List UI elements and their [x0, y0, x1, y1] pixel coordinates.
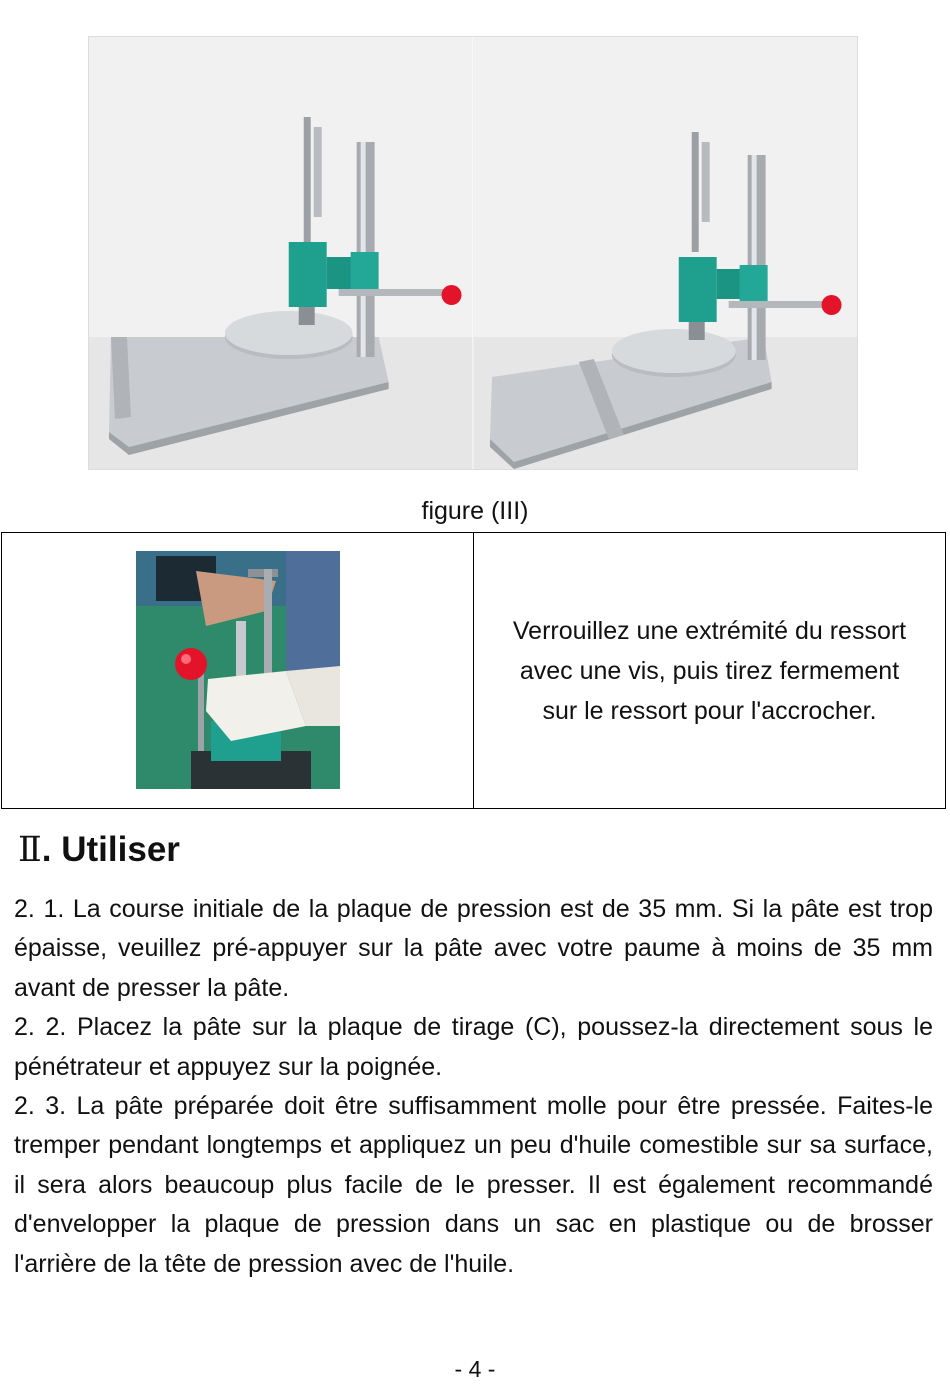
page-number: - 4 - — [454, 1356, 496, 1382]
instruction-text-cell — [474, 533, 945, 808]
section-title-text: . Utiliser — [41, 830, 180, 869]
spring-attach-photo — [136, 551, 340, 789]
machine-photo-left — [89, 37, 473, 469]
machine-photo-right — [473, 37, 858, 469]
instruction-line: Verrouillez une extrémité du ressort — [512, 616, 907, 645]
instruction-image-cell — [2, 533, 474, 808]
figure-caption: figure (III) — [421, 497, 529, 525]
figure-photos — [88, 36, 858, 470]
usage-instructions — [14, 890, 933, 1284]
instruction-text — [513, 611, 906, 731]
paragraph-2-2: 2. 2. Placez la pâte sur la plaque de tirage (C), poussez-la directement sous le pénétrateur et appuyez sur la poignée. — [14, 1013, 933, 1081]
section-heading — [18, 826, 180, 874]
instruction-table — [1, 532, 946, 809]
paragraph-2-1: 2. 1. La course initiale de la plaque de pression est de 35 mm. Si la pâte est trop épaisse, veuillez pré-appuyer sur la pâte avec votre paume à moins de 35 mm avant de presser la pâte. — [14, 895, 933, 1002]
paragraph-2-3: 2. 3. La pâte préparée doit être suffisamment molle pour être pressée. Faites-le tremper pendant longtemps et appliquez un peu d'huile comestible sur sa surface, il sera alors beaucoup plus facile de le presser. Il est également recommandé d'envelopper la plaque de pression dans un sac en plastique ou de brosser l'arrière de la tête de pression avec de l'huile. — [14, 1092, 933, 1278]
section-roman-numeral: Ⅱ — [18, 830, 42, 870]
instruction-line: avec une vis, puis tirez fermement — [519, 656, 900, 685]
instruction-line: sur le ressort pour l'accrocher. — [542, 696, 877, 725]
